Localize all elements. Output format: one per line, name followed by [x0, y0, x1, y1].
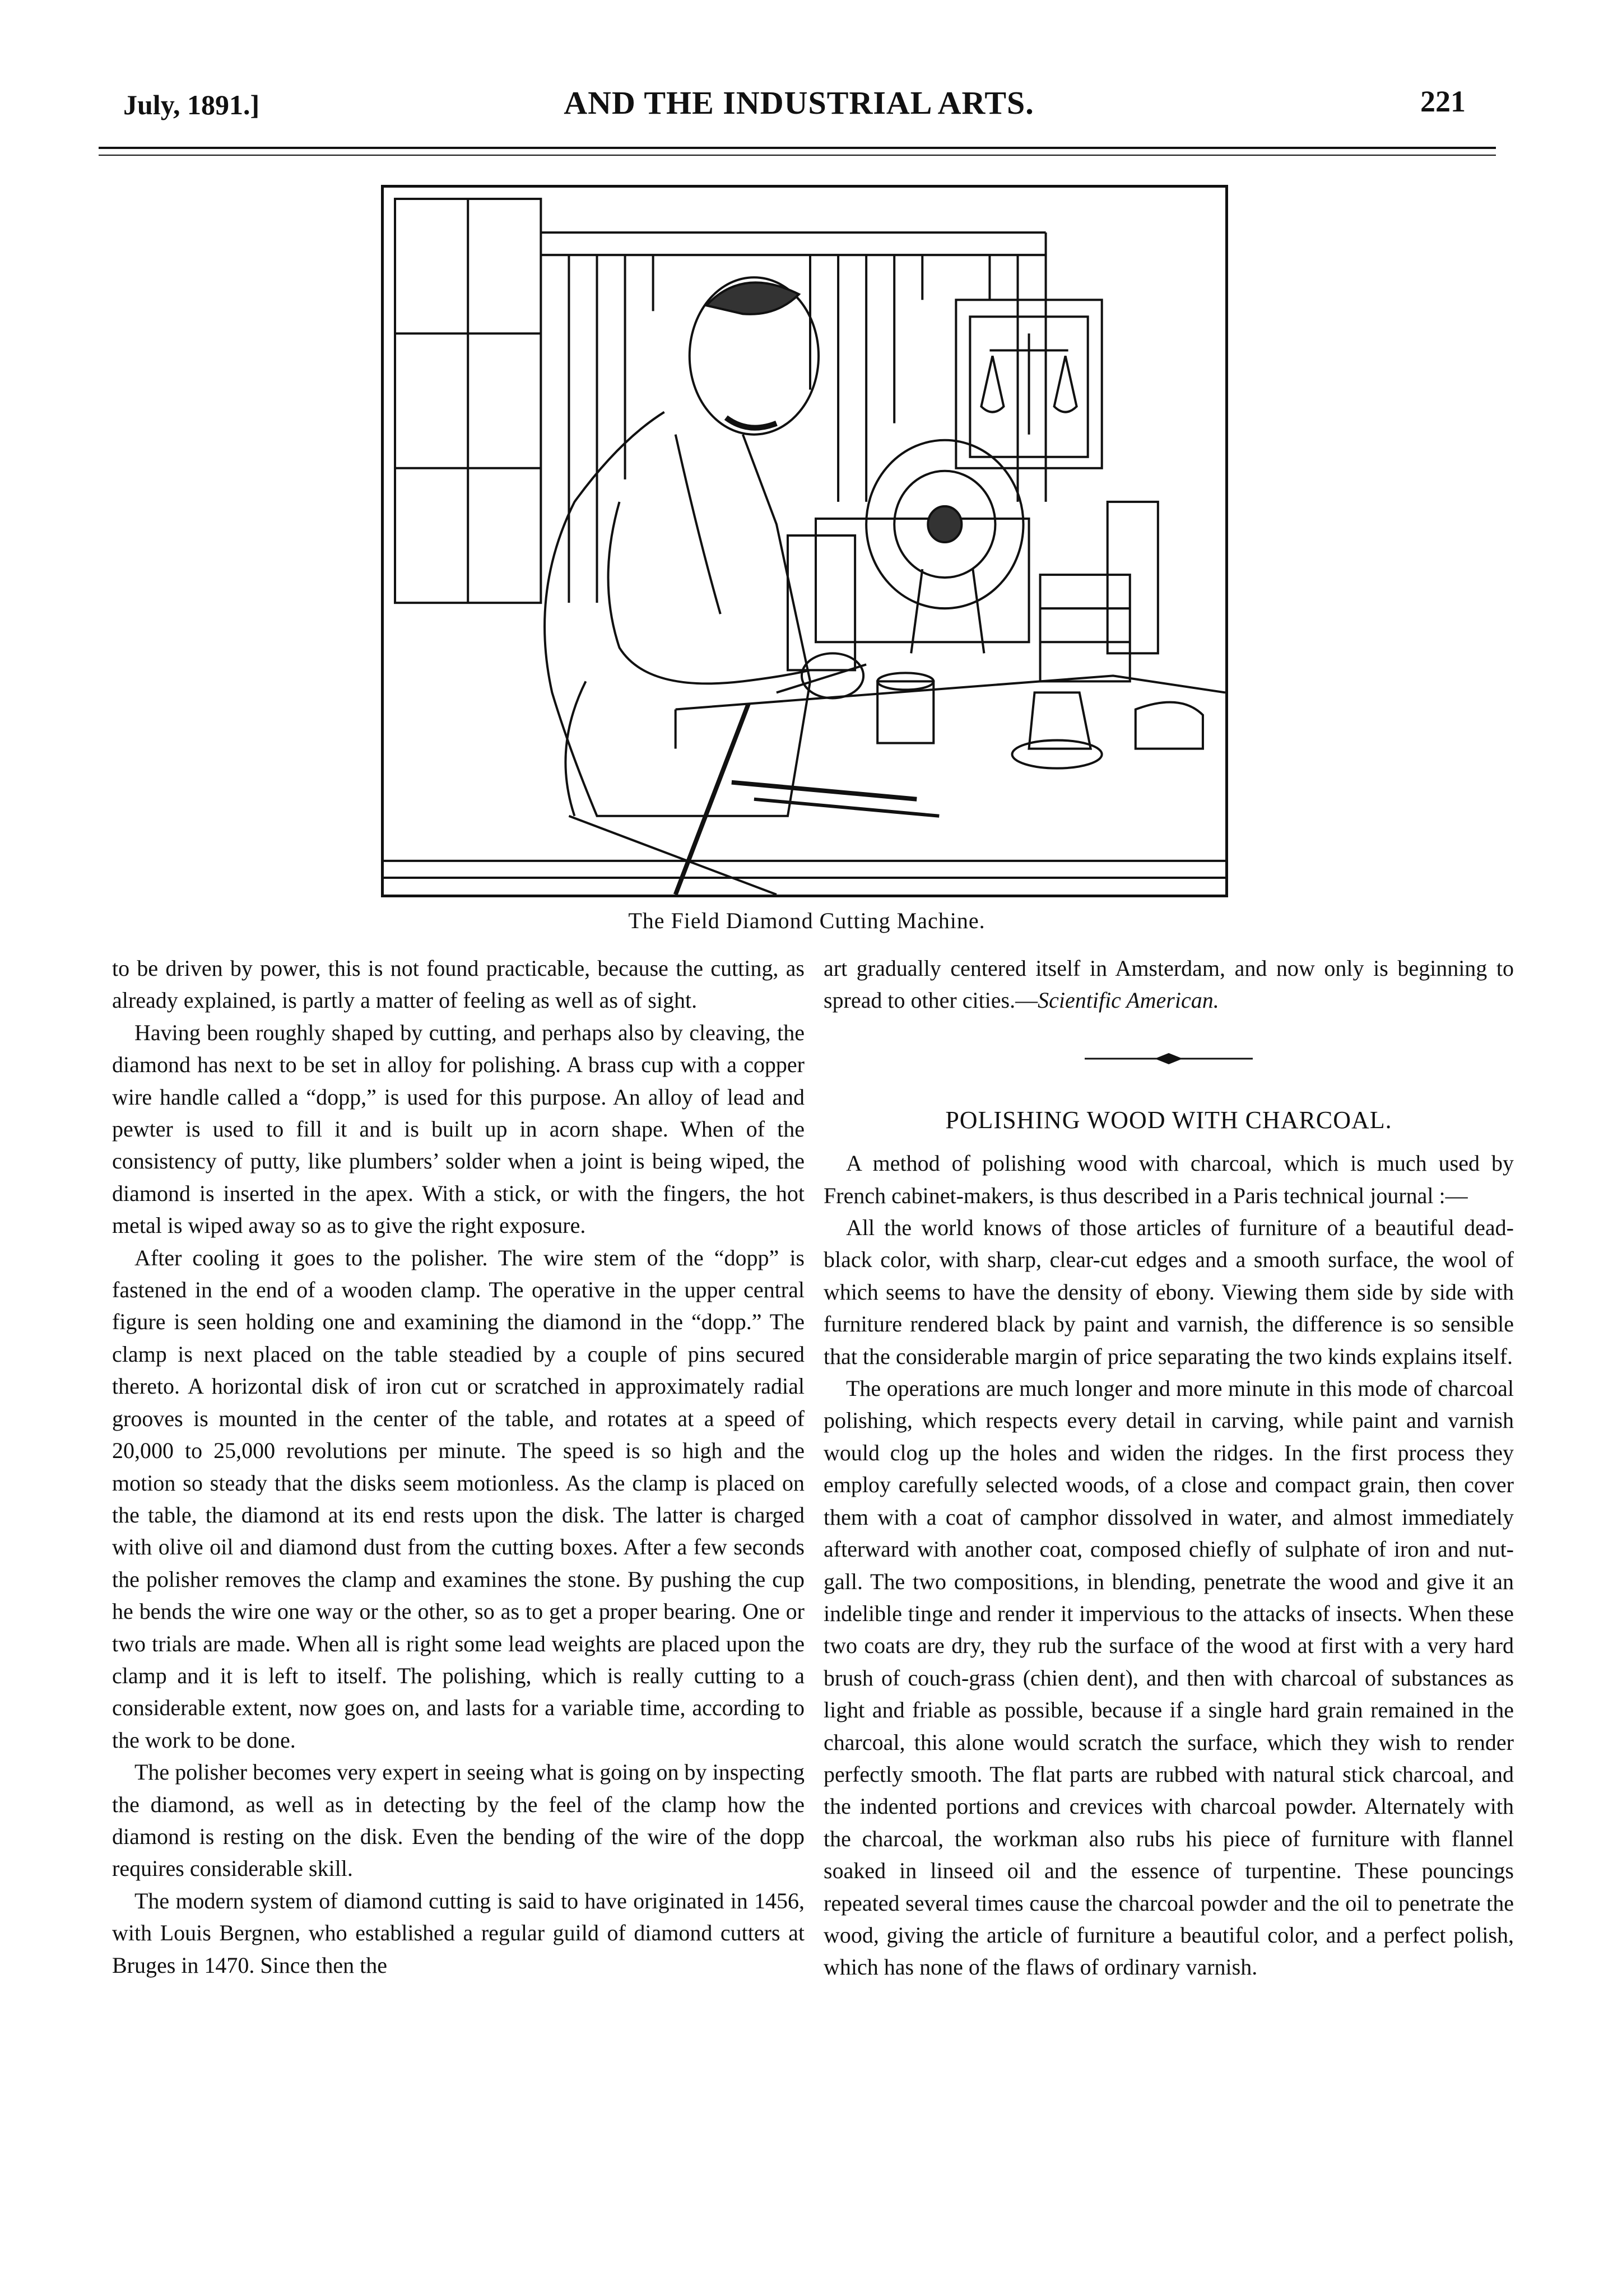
page-header [110, 78, 1488, 134]
paragraph: All the world knows of those articles of furniture of a beautiful dead-black color, with sharp, clear-cut edges and a smooth surface, the wool of which seems to have the density of ebony. Viewing them side by side with furniture rendered black by paint and varnish, the difference is so sensible that the considerable margin of price separating the two kinds explains itself. [824, 1215, 1514, 1369]
header-rule-thick [99, 147, 1496, 149]
paragraph: The operations are much longer and more minute in this mode of charcoal polishing, which respects every detail in carving, while paint and varnish would clog up the holes and widen the ridges. In the first process they employ carefully selected woods, of a close and compact grain, then cover them with a coat of camphor dissolved in water, and almost immediately afterward with another coat, composed chiefly of sulphate of iron and nut-gall. The two compositions, in blending, penetrate the wood and give it an indelible tinge and render it impervious to the attacks of insects. When these two coats are dry, they rub the surface of the wood at first with a very hard brush of couch-grass (chien dent), and then with charcoal of substances as light and friable as possible, because if a single hard grain remained in the charcoal, this alone would scratch the surface, which they wish to render perfectly smooth. The flat parts are rubbed with natural stick charcoal, and the indented portions and crevices with charcoal powder. Alternately with the charcoal, the workman also rubs his piece of furniture with flannel soaked in linseed oil and the essence of turpentine. These pouncings repeated several times cause the charcoal powder and the oil to penetrate the wood, giving the article of furniture a beautiful color, and a perfect polish, which has none of the flaws of ordinary varnish. [824, 1376, 1514, 1980]
header-rule-thin [99, 155, 1496, 156]
source-citation: Scientific American. [1038, 988, 1219, 1013]
paragraph: After cooling it goes to the polisher. The wire stem of the “dopp” is fastened in the end of a wooden clamp. The operative in the upper central figure is seen holding one and examining the diamond in the “dopp.” The clamp is next placed on the table steadied by a couple of pins secured thereto. A horizontal disk of iron cut or scratched in approximately radial grooves is mounted in the center of the table, and rotates at a speed of 20,000 to 25,000 revolutions per minute. The speed is so high and the motion so steady that the disks seem motionless. As the clamp is placed on the table, the diamond at its end rests upon the disk. The latter is charged with olive oil and diamond dust from the cutting boxes. After a few seconds the polisher removes the clamp and examines the stone. By pushing the cup he bends the wire one way or the other, so as to get a proper bearing. One or two trials are made. When all is right some lead weights are placed upon the clamp and it is left to itself. The polishing, which is really cutting to a considerable extent, now goes on, and lasts for a variable time, according to the work to be done. [112, 1245, 805, 1753]
page-number: 221 [1420, 85, 1466, 118]
figure-caption: The Field Diamond Cutting Machine. [628, 908, 986, 933]
continuation-text: art gradually centered itself in Amsterdam, and now only is beginning to spread to other cities.— [824, 956, 1514, 1013]
continuation-paragraph [824, 952, 1514, 1017]
section-ornament [824, 1033, 1514, 1084]
engraving-illustration [381, 185, 1228, 897]
paragraph: Having been roughly shaped by cutting, and perhaps also by cleaving, the diamond has next to be set in alloy for polishing. A brass cup with a copper wire handle called a “dopp,” is used for this purpose. An alloy of lead and pewter is used to fill it and is built up in acorn shape. When of the consistency of putty, like plumbers’ solder when a joint is being wiped, the diamond is inserted in the apex. With a stick, or with the fingers, the hot metal is wiped away so as to give the right exposure. [112, 1019, 805, 1238]
article-title: POLISHING WOOD WITH CHARCOAL. [945, 1106, 1392, 1134]
left-column [112, 952, 805, 1981]
paragraph: The polisher becomes very expert in seeing what is going on by inspecting the diamond, as well as in detecting by the feel of the clamp how the diamond is resting on the disk. Even the bending of the wire of the dopp requires considerable skill. [112, 1759, 805, 1881]
paragraph: to be driven by power, this is not found practicable, because the cutting, as already explained, is partly a matter of feeling as well as of sight. [112, 956, 805, 1013]
paragraph: The modern system of diamond cutting is said to have originated in 1456, with Louis Bergnen, who established a regular guild of diamond cutters at Bruges in 1470. Since then the [112, 1888, 805, 1978]
issue-date: July, 1891.] [123, 89, 260, 120]
diamond-cutting-machine-illustration [384, 188, 1225, 895]
paragraph: A method of polishing wood with charcoal, which is much used by French cabinet-makers, is thus described in a Paris technical journal :— [824, 1151, 1514, 1208]
running-title: AND THE INDUSTRIAL ARTS. [564, 85, 1034, 121]
right-column [824, 952, 1514, 1983]
ornament-divider-icon [1085, 1050, 1253, 1067]
